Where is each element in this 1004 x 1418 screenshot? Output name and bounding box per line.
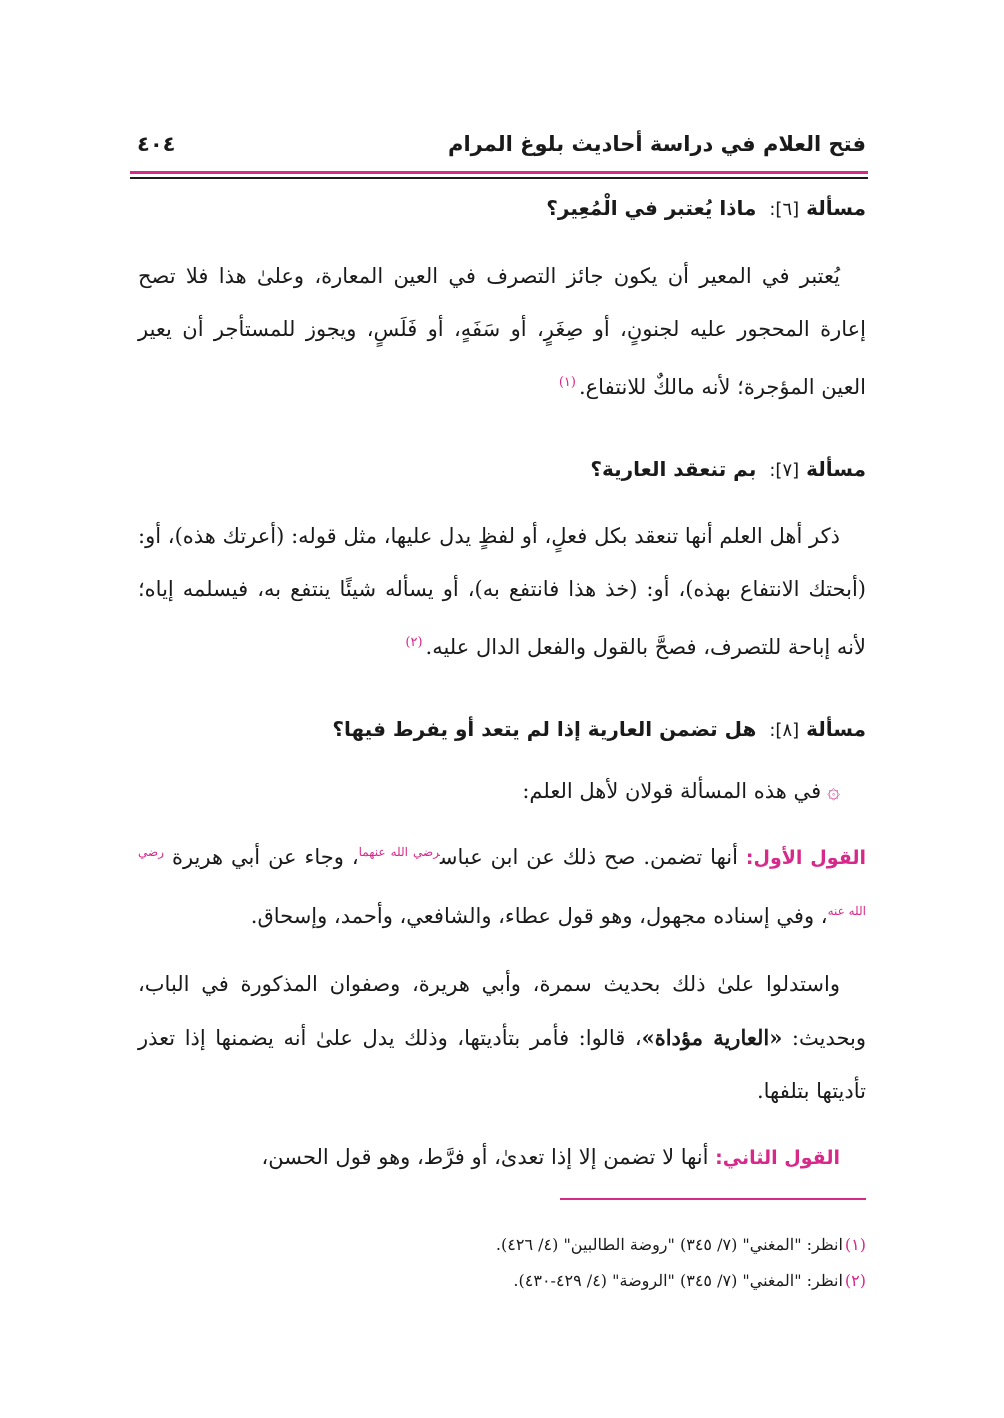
question-8-heading xyxy=(138,717,866,741)
question-number: [٨]: xyxy=(769,720,800,741)
first-opinion: القول الأول: أنها تضمن. صح ذلك عن ابن عباس$^{رضي الله عنهما}$، وجاء عن أبي هريرة $^{رضي الله عنه}$، وفي إسناده مجهول، وهو قول عطاء، والشافعي، وأحمد، وإسحاق. xyxy=(138,845,867,928)
header-rule-black xyxy=(130,177,868,179)
book-title: فتح العلام في دراسة أحاديث بلوغ المرام xyxy=(448,132,866,156)
question-label: مسألة xyxy=(806,196,866,220)
footnote-number: (١) xyxy=(844,1235,866,1254)
question-label: مسألة xyxy=(806,457,866,481)
question-number: [٧]: xyxy=(769,460,800,481)
ornament-icon: ۞ xyxy=(827,779,840,804)
first-opinion-evidence: واستدلوا علىٰ ذلك بحديث سمرة، وأبي هريرة، وصفوان المذكورة في الباب، وبحديث: «العارية مؤداة»، قالوا: فأمر بتأديتها، وذلك يدل علىٰ أنه يضمنها إذا تعذر تأديتها بتلفها. xyxy=(138,972,867,1103)
question-title: بم تنعقد العارية؟ xyxy=(590,457,757,481)
running-header xyxy=(137,128,866,166)
honorific: رضي الله عنهما xyxy=(358,845,440,859)
opinions-intro: ۞في هذه المسألة قولان لأهل العلم: xyxy=(522,779,840,804)
question-6-answer: يُعتبر في المعير أن يكون جائز التصرف في العين المعارة، وعلىٰ هذا فلا تصح إعارة المحجور عليه لجنونٍ، أو صِغَرٍ، أو سَفَهٍ، أو فَلَسٍ، ويجوز للمستأجر أن يعير العين المؤجرة؛ لأنه مالكٌ للانتفاع.$^{(١)}$ xyxy=(138,264,866,399)
opinion-label: القول الأول: xyxy=(745,847,867,869)
header-rule-pink xyxy=(130,171,868,174)
second-opinion: القول الثاني: أنها لا تضمن إلا إذا تعدىٰ، أو فرَّط، وهو قول الحسن، xyxy=(261,1145,840,1169)
page-number: ٤٠٤ xyxy=(137,132,176,156)
footnote-number: (٢) xyxy=(844,1271,866,1290)
question-7-answer: ذكر أهل العلم أنها تنعقد بكل فعلٍ، أو لفظٍ يدل عليها، مثل قوله: (أعرتك هذه)، أو: (أبحتك الانتفاع بهذه)، أو: (خذ هذا فانتفع به)، أو يسأله شيئًا ينتفع به، فيسلمه إياه؛ لأنه إباحة للتصرف، فصحَّ بالقول والفعل الدال عليه.$^{(٢)}$ xyxy=(138,524,866,659)
question-title: هل تضمن العارية إذا لم يتعد أو يفرط فيها؟ xyxy=(332,717,757,741)
footnote-rule xyxy=(560,1198,866,1200)
honorific: رضي الله عنه xyxy=(138,845,866,918)
question-7-heading xyxy=(138,457,866,481)
footnote-ref[interactable]: (١) xyxy=(558,375,576,390)
footnote-2: (٢)انظر: "المغني" (٧/ ٣٤٥) "الروضة" (٤/ ٤٢٩-٤٣٠). xyxy=(513,1271,866,1290)
footnote-ref[interactable]: (٢) xyxy=(405,635,423,650)
hadith-quote: «العارية مؤداة» xyxy=(641,1025,783,1050)
question-label: مسألة xyxy=(806,717,866,741)
question-title: ماذا يُعتبر في الْمُعِير؟ xyxy=(546,196,757,220)
footnote-1: (١)انظر: "المغني" (٧/ ٣٤٥) "روضة الطالبين" (٤/ ٤٢٦). xyxy=(495,1235,866,1254)
opinion-label: القول الثاني: xyxy=(715,1147,840,1169)
question-number: [٦]: xyxy=(769,199,800,220)
question-6-heading xyxy=(138,196,866,220)
